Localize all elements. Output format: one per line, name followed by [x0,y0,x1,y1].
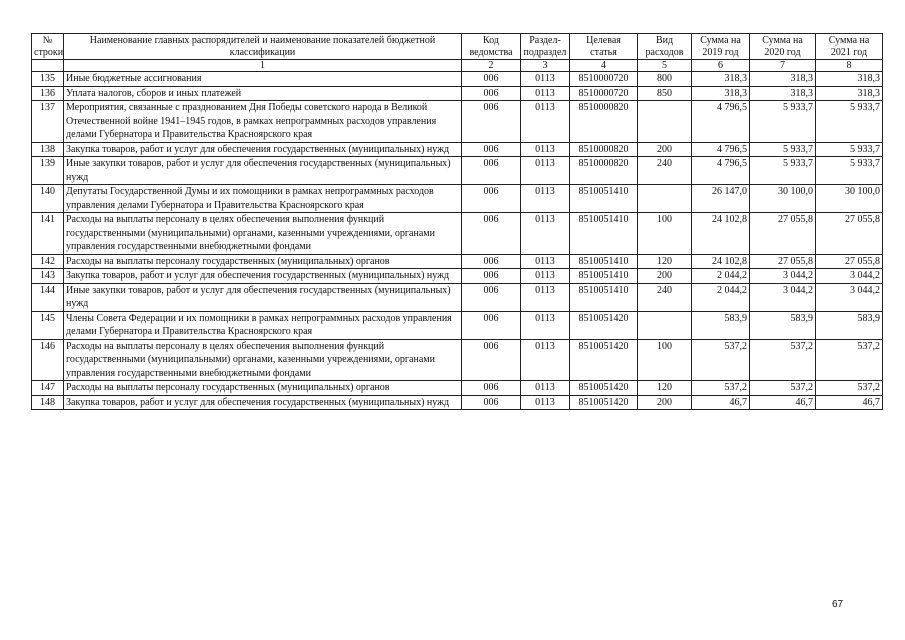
row-sum-2020: 318,3 [750,72,816,87]
row-article-code: 8510051420 [570,311,638,339]
row-name: Расходы на выплаты персоналу в целях обеспечения выполнения функций государственными (муниципальными) органами, казенными учреждениями, органами управления государственными внебюджетными фондами [64,213,462,255]
budget-table [31,33,883,410]
column-number: 8 [816,60,883,72]
row-name: Иные закупки товаров, работ и услуг для обеспечения государственных (муниципальных) нужд [64,157,462,185]
row-number: 146 [32,339,64,381]
row-name: Закупка товаров, работ и услуг для обеспечения государственных (муниципальных) нужд [64,269,462,284]
row-number: 142 [32,254,64,269]
row-article-code: 8510000720 [570,86,638,101]
row-article-code: 8510051420 [570,339,638,381]
row-expense-type [638,185,692,213]
row-sum-2019: 4 796,5 [692,157,750,185]
row-sum-2020: 5 933,7 [750,142,816,157]
row-number: 140 [32,185,64,213]
row-expense-type: 850 [638,86,692,101]
row-dept-code: 006 [462,283,521,311]
row-expense-type: 120 [638,254,692,269]
row-article-code: 8510051410 [570,283,638,311]
row-section-code: 0113 [521,311,570,339]
row-expense-type: 240 [638,283,692,311]
row-sum-2021: 5 933,7 [816,157,883,185]
column-number [32,60,64,72]
table-row [32,185,883,213]
row-expense-type: 240 [638,157,692,185]
row-sum-2021: 537,2 [816,381,883,396]
row-expense-type [638,311,692,339]
row-dept-code: 006 [462,395,521,410]
row-dept-code: 006 [462,269,521,284]
row-expense-type: 100 [638,339,692,381]
row-name: Иные закупки товаров, работ и услуг для обеспечения государственных (муниципальных) нужд [64,283,462,311]
row-section-code: 0113 [521,339,570,381]
row-sum-2019: 318,3 [692,86,750,101]
row-sum-2021: 5 933,7 [816,101,883,143]
row-expense-type: 800 [638,72,692,87]
row-name: Мероприятия, связанные с празднованием Дня Победы советского народа в Великой Отечественной войне 1941–1945 годов, в рамках непрограммных расходов управления делами Губернатора и Правительства Красноярского края [64,101,462,143]
row-article-code: 8510051420 [570,395,638,410]
table-row [32,72,883,87]
row-section-code: 0113 [521,86,570,101]
header-name: Наименование главных распорядителей и наименование показателей бюджетной классификации [64,34,462,60]
table-row [32,395,883,410]
row-section-code: 0113 [521,269,570,284]
table-row [32,142,883,157]
row-number: 147 [32,381,64,396]
row-number: 135 [32,72,64,87]
row-number: 143 [32,269,64,284]
row-section-code: 0113 [521,254,570,269]
row-name: Депутаты Государственной Думы и их помощники в рамках непрограммных расходов управления делами Губернатора и Правительства Красноярского края [64,185,462,213]
row-name: Расходы на выплаты персоналу государственных (муниципальных) органов [64,254,462,269]
row-number: 148 [32,395,64,410]
row-dept-code: 006 [462,381,521,396]
row-section-code: 0113 [521,72,570,87]
row-number: 139 [32,157,64,185]
row-article-code: 8510051410 [570,185,638,213]
row-sum-2020: 30 100,0 [750,185,816,213]
row-expense-type: 200 [638,269,692,284]
row-number: 138 [32,142,64,157]
row-dept-code: 006 [462,185,521,213]
column-number: 1 [64,60,462,72]
row-sum-2020: 537,2 [750,381,816,396]
row-section-code: 0113 [521,101,570,143]
header-row-no: № строки [32,34,64,60]
column-number: 6 [692,60,750,72]
row-sum-2021: 46,7 [816,395,883,410]
row-expense-type [638,101,692,143]
table-row [32,311,883,339]
row-sum-2020: 5 933,7 [750,157,816,185]
row-number: 145 [32,311,64,339]
row-sum-2019: 4 796,5 [692,142,750,157]
column-number-row [32,60,883,72]
row-section-code: 0113 [521,283,570,311]
row-sum-2019: 46,7 [692,395,750,410]
row-name: Расходы на выплаты персоналу государственных (муниципальных) органов [64,381,462,396]
row-dept-code: 006 [462,254,521,269]
table-body [32,72,883,410]
header-exp-type: Вид расходов [638,34,692,60]
row-sum-2020: 46,7 [750,395,816,410]
row-dept-code: 006 [462,213,521,255]
row-article-code: 8510051420 [570,381,638,396]
row-sum-2021: 318,3 [816,86,883,101]
table-row [32,381,883,396]
row-sum-2019: 24 102,8 [692,213,750,255]
row-sum-2021: 27 055,8 [816,213,883,255]
row-sum-2019: 318,3 [692,72,750,87]
row-number: 144 [32,283,64,311]
row-sum-2019: 537,2 [692,339,750,381]
column-number: 2 [462,60,521,72]
row-sum-2020: 27 055,8 [750,213,816,255]
row-sum-2021: 583,9 [816,311,883,339]
header-sum-2021: Сумма на 2021 год [816,34,883,60]
row-article-code: 8510000820 [570,101,638,143]
row-sum-2021: 30 100,0 [816,185,883,213]
row-name: Закупка товаров, работ и услуг для обеспечения государственных (муниципальных) нужд [64,142,462,157]
row-expense-type: 100 [638,213,692,255]
row-dept-code: 006 [462,72,521,87]
row-sum-2021: 5 933,7 [816,142,883,157]
row-section-code: 0113 [521,185,570,213]
table-row [32,157,883,185]
table-row [32,254,883,269]
row-sum-2021: 318,3 [816,72,883,87]
table-row [32,339,883,381]
row-sum-2020: 27 055,8 [750,254,816,269]
header-dept: Код ведомства [462,34,521,60]
row-article-code: 8510000820 [570,157,638,185]
row-sum-2019: 26 147,0 [692,185,750,213]
table-header [32,34,883,72]
row-dept-code: 006 [462,339,521,381]
row-sum-2020: 5 933,7 [750,101,816,143]
column-number: 5 [638,60,692,72]
row-sum-2021: 27 055,8 [816,254,883,269]
row-number: 136 [32,86,64,101]
row-name: Члены Совета Федерации и их помощники в рамках непрограммных расходов управления делами Губернатора и Правительства Красноярского края [64,311,462,339]
row-name: Закупка товаров, работ и услуг для обеспечения государственных (муниципальных) нужд [64,395,462,410]
header-article: Целевая статья [570,34,638,60]
row-sum-2019: 4 796,5 [692,101,750,143]
table-row [32,213,883,255]
row-sum-2020: 3 044,2 [750,283,816,311]
row-sum-2020: 537,2 [750,339,816,381]
row-dept-code: 006 [462,142,521,157]
row-article-code: 8510051410 [570,213,638,255]
row-dept-code: 006 [462,157,521,185]
row-number: 137 [32,101,64,143]
row-sum-2019: 2 044,2 [692,269,750,284]
header-sum-2020: Сумма на 2020 год [750,34,816,60]
header-sum-2019: Сумма на 2019 год [692,34,750,60]
row-expense-type: 200 [638,142,692,157]
row-sum-2019: 537,2 [692,381,750,396]
row-sum-2021: 537,2 [816,339,883,381]
column-number: 7 [750,60,816,72]
row-section-code: 0113 [521,381,570,396]
row-expense-type: 120 [638,381,692,396]
row-expense-type: 200 [638,395,692,410]
row-name: Уплата налогов, сборов и иных платежей [64,86,462,101]
row-article-code: 8510051410 [570,254,638,269]
row-article-code: 8510000720 [570,72,638,87]
header-section: Раздел-подраздел [521,34,570,60]
row-dept-code: 006 [462,311,521,339]
row-sum-2019: 2 044,2 [692,283,750,311]
row-sum-2021: 3 044,2 [816,283,883,311]
row-name: Иные бюджетные ассигнования [64,72,462,87]
row-sum-2020: 318,3 [750,86,816,101]
row-article-code: 8510000820 [570,142,638,157]
page-number: 67 [832,599,844,610]
column-number: 4 [570,60,638,72]
row-section-code: 0113 [521,395,570,410]
row-sum-2020: 583,9 [750,311,816,339]
table-row [32,86,883,101]
row-article-code: 8510051410 [570,269,638,284]
row-sum-2020: 3 044,2 [750,269,816,284]
row-sum-2021: 3 044,2 [816,269,883,284]
table-row [32,283,883,311]
row-section-code: 0113 [521,157,570,185]
table-row [32,101,883,143]
column-number: 3 [521,60,570,72]
row-dept-code: 006 [462,101,521,143]
row-name: Расходы на выплаты персоналу в целях обеспечения выполнения функций государственными (муниципальными) органами, казенными учреждениями, органами управления государственными внебюджетными фондами [64,339,462,381]
row-dept-code: 006 [462,86,521,101]
row-sum-2019: 583,9 [692,311,750,339]
row-section-code: 0113 [521,142,570,157]
row-number: 141 [32,213,64,255]
row-section-code: 0113 [521,213,570,255]
table-row [32,269,883,284]
row-sum-2019: 24 102,8 [692,254,750,269]
